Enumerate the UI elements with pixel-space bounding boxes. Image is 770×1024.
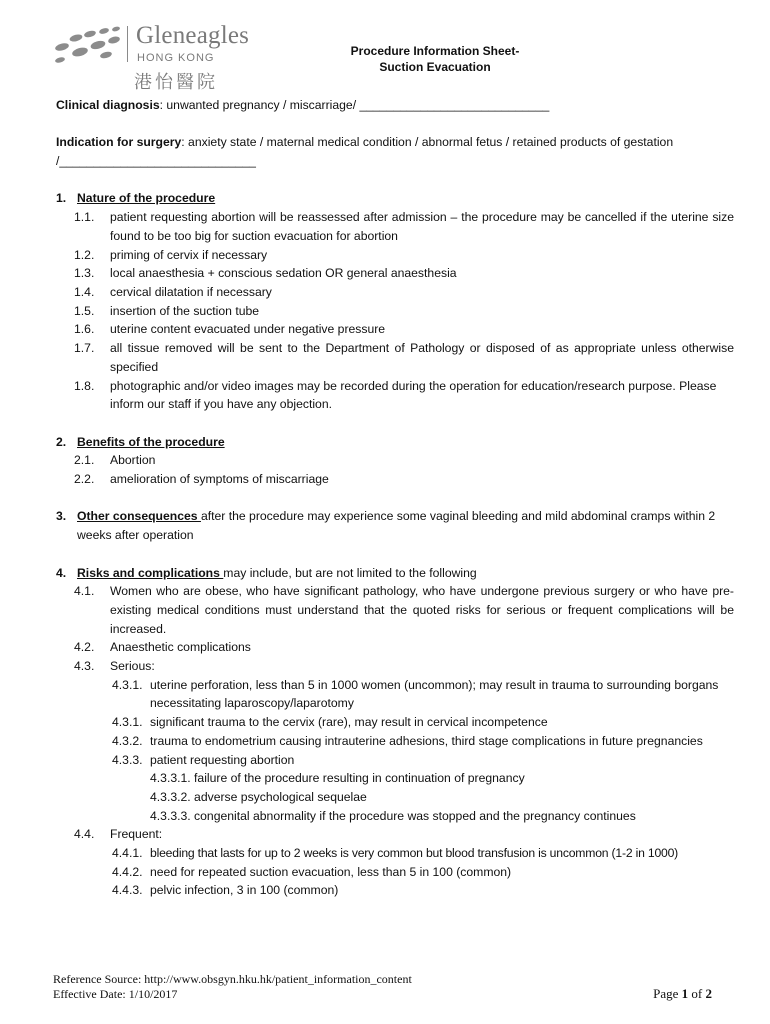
item-number: 1.8. <box>74 378 95 393</box>
item-number: 1.5. <box>74 303 95 318</box>
item-number: 4.3.1. <box>112 677 143 692</box>
logo-subtitle: HONG KONG <box>137 52 215 64</box>
effective-date: Effective Date: 1/10/2017 <box>53 987 178 1001</box>
item-number: 4.3. <box>74 659 95 674</box>
indication-text: : anxiety state / maternal medical condition / abnormal fetus / retained products of gestation /_____________________________ <box>56 135 674 169</box>
list-item <box>74 264 734 283</box>
item-text: photographic and/or video images may be recorded during the operation for education/research purpose. Please inform our staff if you have any objection. <box>110 378 717 412</box>
list-item <box>74 582 734 638</box>
item-text: Abortion <box>110 453 156 468</box>
section-number: 1. <box>56 191 67 206</box>
item-number: 4.3.3. <box>112 752 143 767</box>
section-title: Risks and complications <box>77 565 224 580</box>
item-text: insertion of the suction tube <box>110 303 260 318</box>
item-number: 1.6. <box>74 322 95 337</box>
clinical-diagnosis-text: : unwanted pregnancy / miscarriage/ ____________________________ <box>159 98 550 112</box>
indication <box>56 133 734 170</box>
item-text: Anaesthetic complications <box>110 640 251 655</box>
item-text: patient requesting abortion <box>150 752 295 767</box>
section-number: 2. <box>56 434 67 449</box>
list-item <box>150 769 734 788</box>
list-item <box>150 807 734 826</box>
item-text: Serious: <box>110 659 155 674</box>
clinical-diagnosis-label: Clinical diagnosis <box>56 98 160 112</box>
item-number: 4.4.1. <box>112 846 143 861</box>
item-text: 4.3.3.3. congenital abnormality if the procedure was stopped and the pregnancy continues <box>150 808 636 823</box>
document-body <box>56 96 734 900</box>
item-text: amelioration of symptoms of miscarriage <box>110 472 329 487</box>
section-heading <box>56 564 734 583</box>
item-text: uterine perforation, less than 5 in 1000 women (uncommon); may result in trauma to surrounding borgans necessitating laparoscopy/laparotomy <box>150 677 719 711</box>
item-number: 4.3.1. <box>112 715 143 730</box>
current-page: 1 <box>681 986 689 1001</box>
section-title: Nature of the procedure <box>77 191 216 206</box>
item-number: 4.4. <box>74 827 95 842</box>
item-text: all tissue removed will be sent to the Department of Pathology or disposed of as appropriate unless otherwise specified <box>110 341 734 374</box>
total-pages: 2 <box>705 986 712 1001</box>
item-number: 1.4. <box>74 285 95 299</box>
item-number: 1.2. <box>74 247 95 262</box>
item-text: local anaesthesia + conscious sedation OR general anaesthesia <box>110 266 457 281</box>
footer <box>53 972 412 1002</box>
list-item <box>150 788 734 807</box>
list-item <box>74 320 734 339</box>
clinical-diagnosis <box>56 96 734 115</box>
list-item <box>112 676 734 713</box>
item-text: trauma to endometrium causing intrauterine adhesions, third stage complications in future pregnancies <box>150 733 703 748</box>
item-text: 4.3.3.1. failure of the procedure resulting in continuation of pregnancy <box>150 771 525 786</box>
item-text: patient requesting abortion will be reassessed after admission – the procedure may be cancelled if the uterine size found to be too big for suction evacuation for abortion <box>110 210 734 243</box>
title-line-2: Suction Evacuation <box>379 60 491 74</box>
section-text: may include, but are not limited to the following <box>223 565 477 580</box>
list-item <box>112 881 734 900</box>
item-text: significant trauma to the cervix (rare), may result in cervical incompetence <box>150 715 548 730</box>
item-text: 4.3.3.2. adverse psychological sequelae <box>150 789 367 804</box>
item-number: 1.7. <box>74 341 95 356</box>
section-text: after the procedure may experience some vaginal bleeding and mild abdominal cramps within 2 weeks after operation <box>77 509 716 543</box>
item-number: 1.3. <box>74 266 95 281</box>
item-text: priming of cervix if necessary <box>110 247 268 262</box>
section-number: 3. <box>56 509 67 524</box>
list-item <box>112 713 734 732</box>
item-text: pelvic infection, 3 in 100 (common) <box>150 883 339 898</box>
list-item <box>74 208 734 245</box>
item-text: Women who are obese, who have significant pathology, who have undergone previous surgery or who have pre-existing medical conditions must understand that the quoted risks for serious or frequent complications will be increased. <box>110 584 734 636</box>
list-item <box>74 825 734 844</box>
item-text: need for repeated suction evacuation, less than 5 in 100 (common) <box>150 864 512 879</box>
item-text: cervical dilatation if necessary <box>110 285 272 299</box>
logo-dots-icon <box>46 26 124 66</box>
list-item <box>112 732 734 751</box>
item-number: 4.4.2. <box>112 864 143 879</box>
logo-chinese-name: 港怡醫院 <box>134 72 218 93</box>
hospital-logo <box>46 22 266 93</box>
item-number: 1.1. <box>74 210 95 225</box>
logo-name: Gleneagles <box>136 22 250 49</box>
item-number: 4.3.2. <box>112 733 143 748</box>
section-title: Benefits of the procedure <box>77 434 225 449</box>
item-number: 4.1. <box>74 584 95 599</box>
section-heading <box>56 189 734 208</box>
section-paragraph <box>77 507 734 544</box>
page-prefix: Page <box>653 986 682 1001</box>
item-text: uterine content evacuated under negative pressure <box>110 322 386 337</box>
section-title: Other consequences <box>77 509 201 524</box>
logo-divider <box>127 26 128 62</box>
item-number: 2.2. <box>74 472 95 487</box>
list-item <box>74 339 734 376</box>
list-item <box>74 451 734 470</box>
list-item <box>74 246 734 265</box>
item-text: Frequent: <box>110 827 163 842</box>
list-item <box>74 470 734 489</box>
section-paragraph <box>77 564 734 583</box>
item-text: bleeding that lasts for up to 2 weeks is very common but blood transfusion is uncommon (1-2 in 1000) <box>150 846 679 861</box>
item-number: 4.2. <box>74 640 95 655</box>
item-number: 4.4.3. <box>112 883 143 898</box>
list-item <box>74 377 734 414</box>
item-number: 2.1. <box>74 453 95 468</box>
reference-source: Reference Source: http://www.obsgyn.hku.hk/patient_information_content <box>53 972 412 986</box>
indication-label: Indication for surgery <box>56 135 182 150</box>
list-item <box>112 751 734 770</box>
title-line-1: Procedure Information Sheet- <box>350 44 520 58</box>
list-item <box>74 638 734 657</box>
list-item <box>112 863 734 882</box>
section-heading <box>56 433 734 452</box>
section-heading <box>56 507 734 544</box>
list-item <box>74 283 734 302</box>
document-title <box>300 43 570 75</box>
list-item <box>74 657 734 676</box>
list-item <box>112 844 734 863</box>
page-number <box>653 986 712 1002</box>
page-of: of <box>688 986 706 1001</box>
section-number: 4. <box>56 565 67 580</box>
list-item <box>74 302 734 321</box>
